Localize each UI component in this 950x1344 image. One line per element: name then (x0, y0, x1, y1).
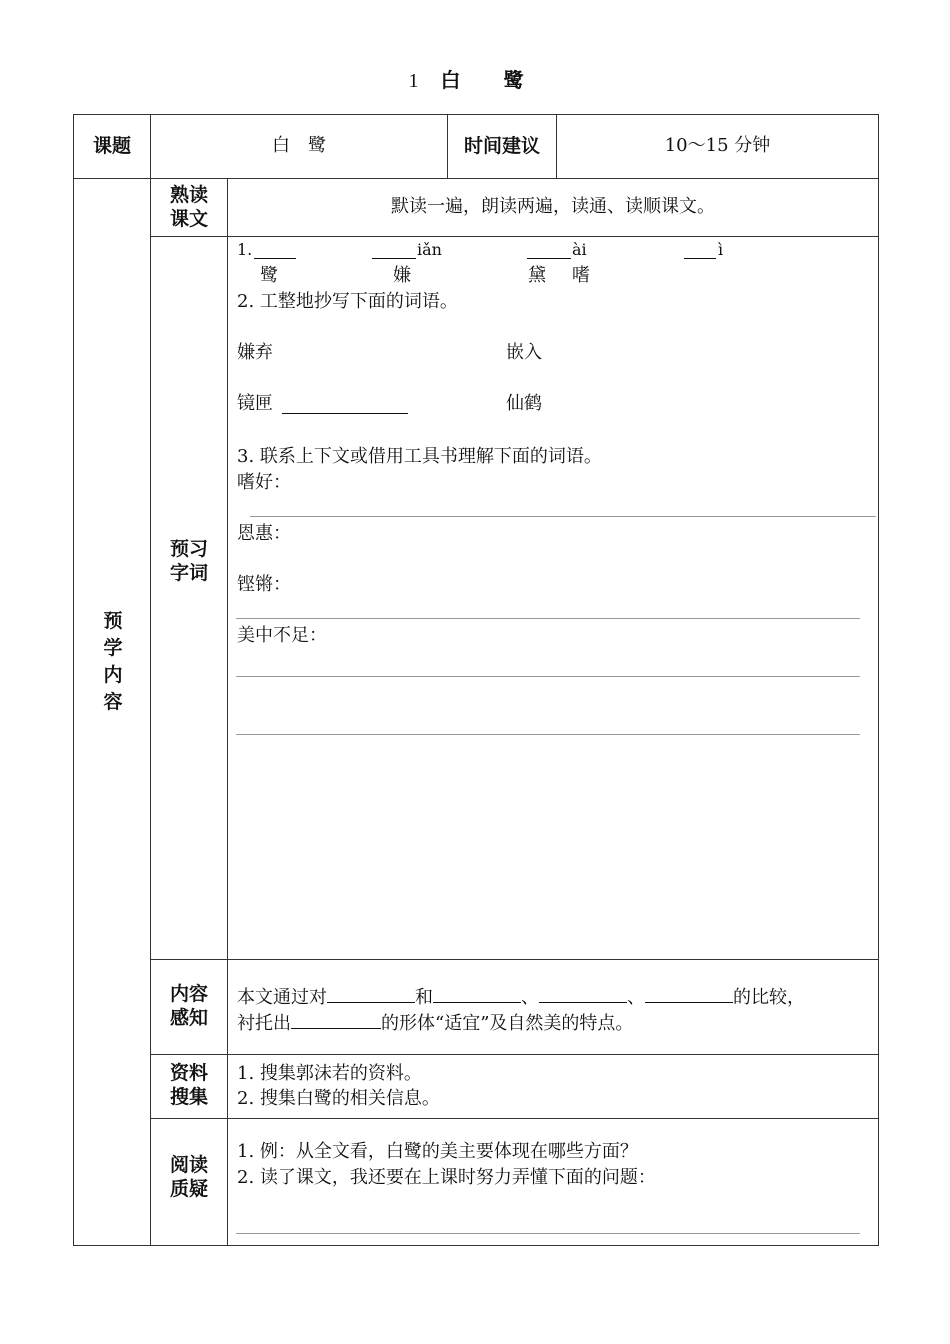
question-3: 3. 联系上下文或借用工具书理解下面的词语。 (237, 446, 602, 467)
term-1: 嗜好： (237, 472, 291, 493)
pinyin-text-4: ì (718, 240, 724, 259)
topic-value: 白 鹭 (272, 135, 326, 156)
content-blank-3[interactable] (539, 982, 627, 1003)
topic-label: 课题 (92, 135, 131, 157)
table-border-right (878, 114, 879, 1246)
content-blank-4[interactable] (645, 982, 733, 1003)
column-divider-2 (227, 178, 228, 1246)
pinyin-char-3: 黛 (528, 265, 546, 286)
answer-line-2[interactable] (236, 618, 860, 619)
content-line-2: 衬托出 的形体“适宜”及自然美的特点。 (237, 1008, 633, 1036)
answer-line-3[interactable] (236, 676, 860, 677)
column-divider-1 (150, 114, 151, 1246)
content-line-1: 本文通过对 和 、 、 的比较， (237, 982, 805, 1010)
question-item-2: 2. 读了课文，我还要在上课时努力弄懂下面的问题： (237, 1167, 656, 1188)
time-value: 10～15 分钟 (664, 135, 771, 156)
header-row-divider (73, 178, 879, 179)
pinyin-char-2: 嫌 (393, 265, 411, 286)
time-label: 时间建议 (463, 135, 540, 157)
answer-line-1[interactable] (250, 516, 876, 517)
answer-line-4[interactable] (236, 734, 860, 735)
copy-word-3: 镜匣 (237, 393, 273, 414)
pinyin-blank-3[interactable] (527, 258, 571, 259)
section-label-preview: 预学内容 (103, 610, 123, 713)
pinyin-char-1: 鹭 (260, 265, 278, 286)
table-border-bottom (73, 1245, 879, 1246)
pinyin-text-2: iǎn (417, 240, 442, 259)
term-3: 铿锵： (237, 574, 291, 595)
copy-word-1: 嫌弃 (237, 342, 273, 363)
research-item-1: 1. 搜集郭沫若的资料。 (237, 1063, 422, 1084)
row-divider-3 (150, 1054, 879, 1055)
content-blank-2[interactable] (433, 982, 521, 1003)
pinyin-char-4: 嗜 (572, 265, 590, 286)
copy-blank[interactable] (282, 413, 408, 414)
row-divider-2 (150, 959, 879, 960)
row-divider-1 (150, 236, 879, 237)
copy-word-2: 嵌入 (506, 342, 542, 363)
term-4: 美中不足： (237, 625, 327, 646)
pinyin-blank-4[interactable] (684, 258, 716, 259)
pinyin-text-3: ài (572, 240, 587, 259)
answer-line-5[interactable] (236, 1233, 860, 1234)
content-label: 内容感知 (169, 983, 208, 1029)
read-content: 默读一遍，朗读两遍，读通、读顺课文。 (391, 196, 715, 217)
questions-label: 阅读质疑 (169, 1154, 208, 1200)
pinyin-blank-2[interactable] (372, 258, 416, 259)
copy-word-4: 仙鹤 (506, 393, 542, 414)
table-border-left (73, 114, 74, 1246)
page-title (0, 64, 950, 93)
term-2: 恩惠： (237, 523, 291, 544)
content-blank-5[interactable] (291, 1008, 381, 1029)
words-label: 预习字词 (169, 538, 208, 584)
read-label: 熟读课文 (169, 184, 208, 230)
pinyin-blank-1[interactable] (254, 258, 296, 259)
lesson-number: 1 (408, 70, 419, 92)
content-blank-1[interactable] (327, 982, 415, 1003)
question-item-1: 1. 例：从全文看，白鹭的美主要体现在哪些方面？ (237, 1141, 638, 1162)
research-label: 资料搜集 (169, 1062, 208, 1108)
lesson-name: 白 鹭 (440, 68, 542, 92)
question-2: 2. 工整地抄写下面的词语。 (237, 291, 458, 312)
pinyin-item-1-prefix: 1. (237, 240, 253, 259)
table-border-top (73, 114, 879, 115)
row-divider-4 (150, 1118, 879, 1119)
research-item-2: 2. 搜集白鹭的相关信息。 (237, 1088, 440, 1109)
